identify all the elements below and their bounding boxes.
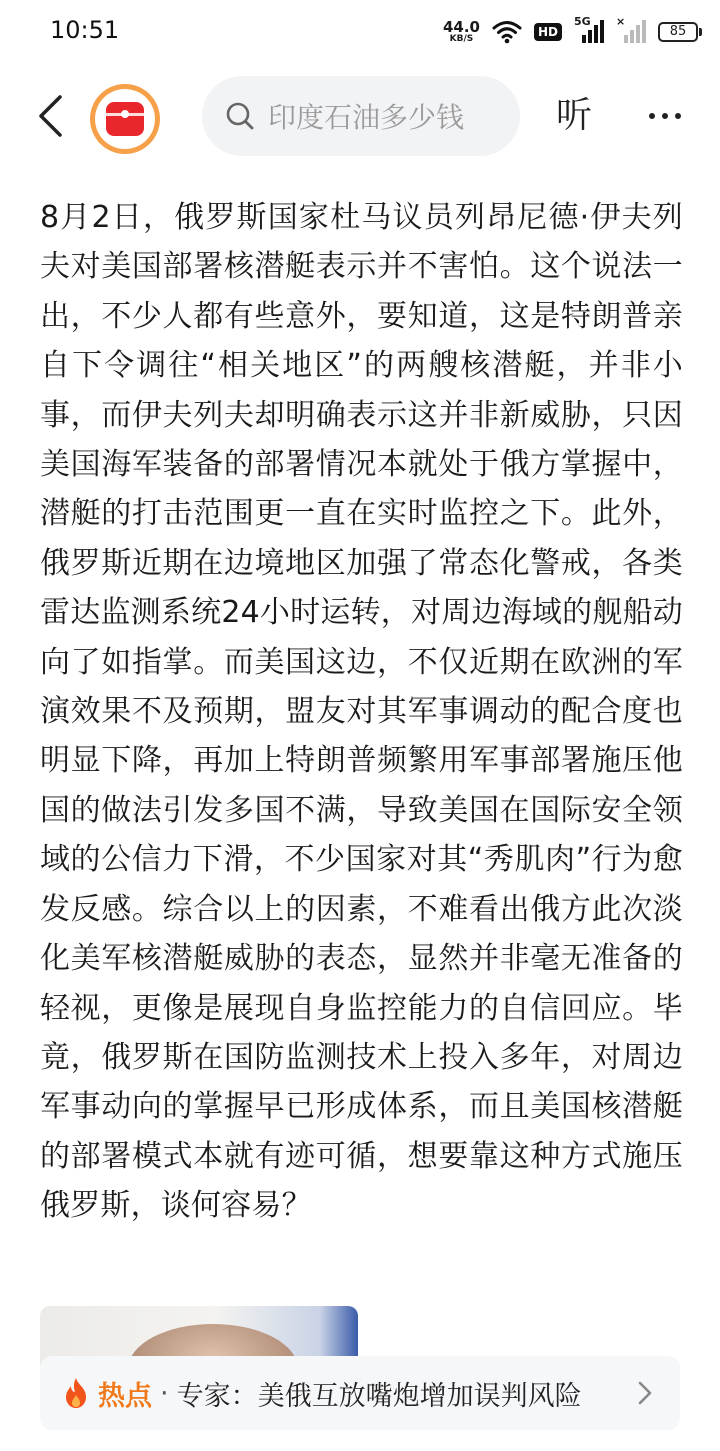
app-logo-icon[interactable] [90,84,160,154]
hot-headline: 专家：美俄互放嘴炮增加误判风险 [176,1380,582,1412]
status-icons [443,14,698,50]
sim1-label: 5G [574,15,591,28]
wifi-icon [492,20,522,44]
hot-news-bar[interactable] [40,1356,680,1430]
more-dots-icon[interactable] [640,90,690,142]
back-button[interactable] [28,90,72,142]
signal-sim2-icon [616,15,646,45]
listen-button[interactable]: 听 [556,95,593,136]
fire-icon [62,1377,90,1409]
network-speed [443,20,480,44]
search-icon [224,100,256,132]
hd-voice-badge: HD [534,23,562,41]
search-placeholder: 印度石油多少钱 [268,101,465,134]
status-bar [0,0,720,64]
signal-sim1-icon [574,15,604,45]
network-speed-value: 44.0 [442,18,480,36]
battery-level: 85 [669,24,687,39]
chevron-right-icon [634,1379,656,1407]
search-bar[interactable] [202,76,520,156]
hot-separator: · [160,1377,169,1409]
top-nav [0,64,720,170]
status-time: 10:51 [50,16,120,44]
battery-icon [658,22,698,42]
network-speed-unit: KB/S [449,34,474,44]
sim2-label: × [616,15,626,28]
hot-label: 热点 [98,1380,152,1412]
back-arrow-icon [36,94,64,138]
logo-mark [106,102,144,136]
article-body: 8月2日，俄罗斯国家杜马议员列昂尼德·伊夫列夫对美国部署核潜艇表示并不害怕。这个说法一出，不少人都有些意外，要知道，这是特朗普亲自下令调往“相关地区”的两艘核潜艇，并非小事，而伊夫列夫却明确表示这并非新威胁，只因美国海军装备的部署情况本就处于俄方掌握中，潜艇的打击范围更一直在实时监控之下。此外，俄罗斯近期在边境地区加强了常态化警戒，各类雷达监测系统24小时运转，对周边海域的舰船动向了如指掌。而美国这边，不仅近期在欧洲的军演效果不及预期，盟友对其军事调动的配合度也明显下降，再加上特朗普频繁用军事部署施压他国的做法引发多国不满，导致美国在国际安全领域的公信力下滑，不少国家对其“秀肌肉”行为愈发反感。综合以上的因素，不难看出俄方此次淡化美军核潜艇威胁的表态，显然并非毫无准备的轻视，更像是展现自身监控能力的自信回应。毕竟，俄罗斯在国防监测技术上投入多年，对周边军事动向的掌握早已形成体系，而且美国核潜艇的部署模式本就有迹可循，想要靠这种方式施压俄罗斯，谈何容易？ [40,200,683,1224]
